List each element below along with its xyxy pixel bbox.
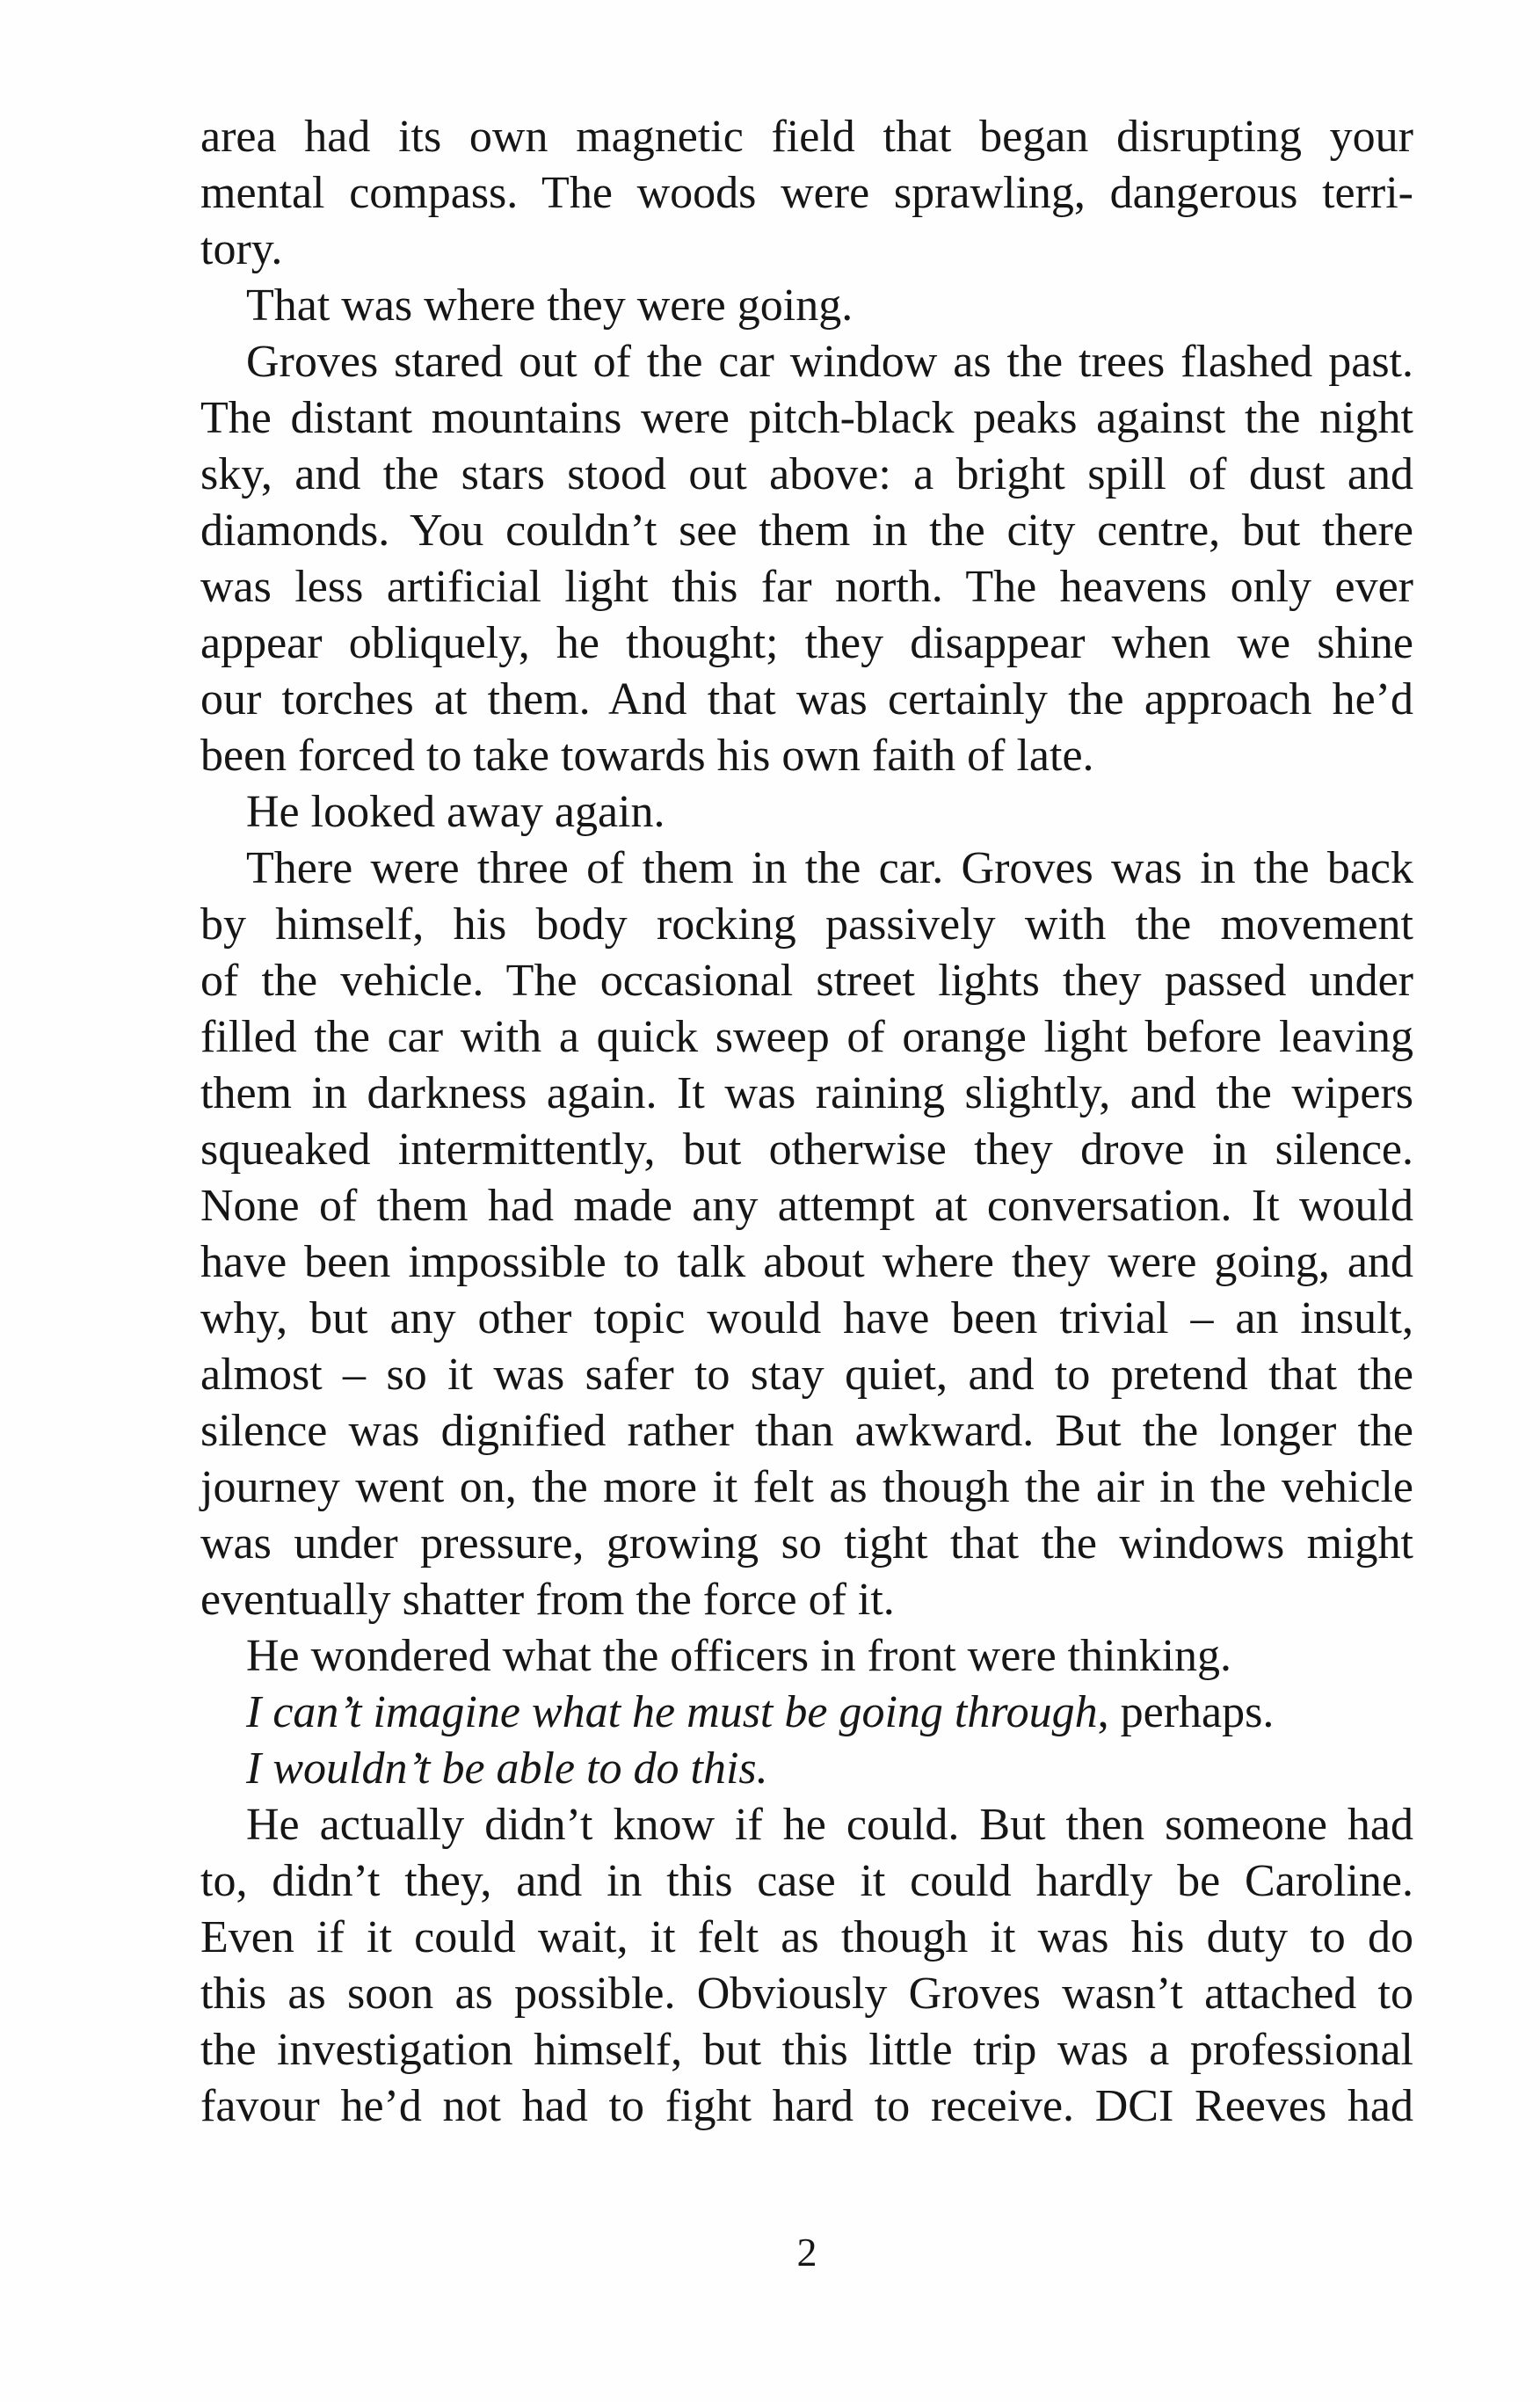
text-segment: Groves stared out of the car window as the trees flashed past. xyxy=(246,337,1413,387)
text-segment: was less artificial light this far north. The heavens only ever xyxy=(200,562,1413,612)
text-line xyxy=(200,109,1413,165)
text-line xyxy=(200,1459,1413,1516)
text-line xyxy=(200,1741,1413,1797)
text-segment: was under pressure, growing so tight that the windows might xyxy=(200,1518,1413,1569)
text-line xyxy=(200,1291,1413,1347)
text-line xyxy=(200,672,1413,728)
text-segment: He wondered what the officers in front were thinking. xyxy=(246,1631,1232,1681)
text-line xyxy=(200,2022,1413,2078)
text-line xyxy=(200,1009,1413,1066)
text-segment: diamonds. You couldn’t see them in the city centre, but there xyxy=(200,506,1413,556)
text-line xyxy=(200,1685,1413,1741)
text-line xyxy=(200,841,1413,897)
text-line xyxy=(200,334,1413,390)
text-segment: why, but any other topic would have been trivial – an insult, xyxy=(200,1293,1413,1343)
text-line xyxy=(200,615,1413,672)
text-line xyxy=(200,1234,1413,1291)
text-line xyxy=(200,1178,1413,1234)
text-segment: tory. xyxy=(200,224,283,274)
text-line xyxy=(200,1853,1413,1910)
text-line xyxy=(200,1347,1413,1403)
text-segment: He actually didn’t know if he could. But then someone had xyxy=(246,1800,1413,1850)
text-line xyxy=(200,1910,1413,1966)
text-line xyxy=(200,1797,1413,1853)
text-segment: by himself, his body rocking passively with the movement xyxy=(200,899,1413,950)
text-line xyxy=(200,222,1413,278)
text-line xyxy=(200,165,1413,222)
text-line xyxy=(200,447,1413,503)
text-line xyxy=(200,728,1413,784)
text-line xyxy=(200,897,1413,953)
text-segment: have been impossible to talk about where they were going, and xyxy=(200,1237,1413,1287)
text-line xyxy=(200,278,1413,334)
page-number: 2 xyxy=(796,2230,817,2275)
text-segment: There were three of them in the car. Groves was in the back xyxy=(246,843,1413,893)
text-line xyxy=(200,1066,1413,1122)
text-segment: to, didn’t they, and in this case it could hardly be Caroline. xyxy=(200,1856,1413,1906)
text-segment: , perhaps. xyxy=(1097,1687,1275,1737)
text-segment: That was where they were going. xyxy=(246,280,854,331)
text-segment: our torches at them. And that was certainly the approach he’d xyxy=(200,674,1413,724)
text-segment: I can’t imagine what he must be going through xyxy=(246,1687,1098,1737)
text-segment: Even if it could wait, it felt as though it was his duty to do xyxy=(200,1912,1413,1962)
text-line xyxy=(200,559,1413,615)
text-segment: almost – so it was safer to stay quiet, and to pretend that the xyxy=(200,1350,1413,1400)
text-segment: None of them had made any attempt at conversation. It would xyxy=(200,1181,1413,1231)
text-line xyxy=(200,953,1413,1009)
text-segment: the investigation himself, but this little trip was a professional xyxy=(200,2025,1413,2075)
text-segment: favour he’d not had to fight hard to receive. DCI Reeves had xyxy=(200,2081,1413,2131)
text-line xyxy=(200,1403,1413,1459)
text-segment: journey went on, the more it felt as though the air in the vehicle xyxy=(200,1462,1413,1512)
text-segment: He looked away again. xyxy=(246,787,665,837)
text-line xyxy=(200,1572,1413,1628)
text-line xyxy=(200,2078,1413,2135)
text-segment: mental compass. The woods were sprawling, dangerous terri- xyxy=(200,168,1413,218)
text-line xyxy=(200,1966,1413,2022)
text-line xyxy=(200,503,1413,559)
text-segment: The distant mountains were pitch-black peaks against the night xyxy=(200,393,1413,443)
text-segment: sky, and the stars stood out above: a bright spill of dust and xyxy=(200,449,1413,499)
text-segment: squeaked intermittently, but otherwise they drove in silence. xyxy=(200,1125,1413,1175)
text-segment: appear obliquely, he thought; they disappear when we shine xyxy=(200,618,1413,668)
text-line xyxy=(200,1628,1413,1685)
text-segment: this as soon as possible. Obviously Groves wasn’t attached to xyxy=(200,1969,1413,2019)
text-segment: area had its own magnetic field that began disrupting your xyxy=(200,112,1413,162)
text-line xyxy=(200,1516,1413,1572)
text-segment: silence was dignified rather than awkward. But the longer the xyxy=(200,1406,1413,1456)
text-segment: been forced to take towards his own faith of late. xyxy=(200,731,1094,781)
page-text xyxy=(200,109,1413,2135)
text-segment: of the vehicle. The occasional street lights they passed under xyxy=(200,956,1413,1006)
text-segment: I wouldn’t be able to do this. xyxy=(246,1743,768,1794)
text-line xyxy=(200,390,1413,447)
text-segment: filled the car with a quick sweep of orange light before leaving xyxy=(200,1012,1413,1062)
text-segment: them in darkness again. It was raining slightly, and the wipers xyxy=(200,1068,1413,1118)
text-segment: eventually shatter from the force of it. xyxy=(200,1575,895,1625)
text-line xyxy=(200,784,1413,841)
text-line xyxy=(200,1122,1413,1178)
